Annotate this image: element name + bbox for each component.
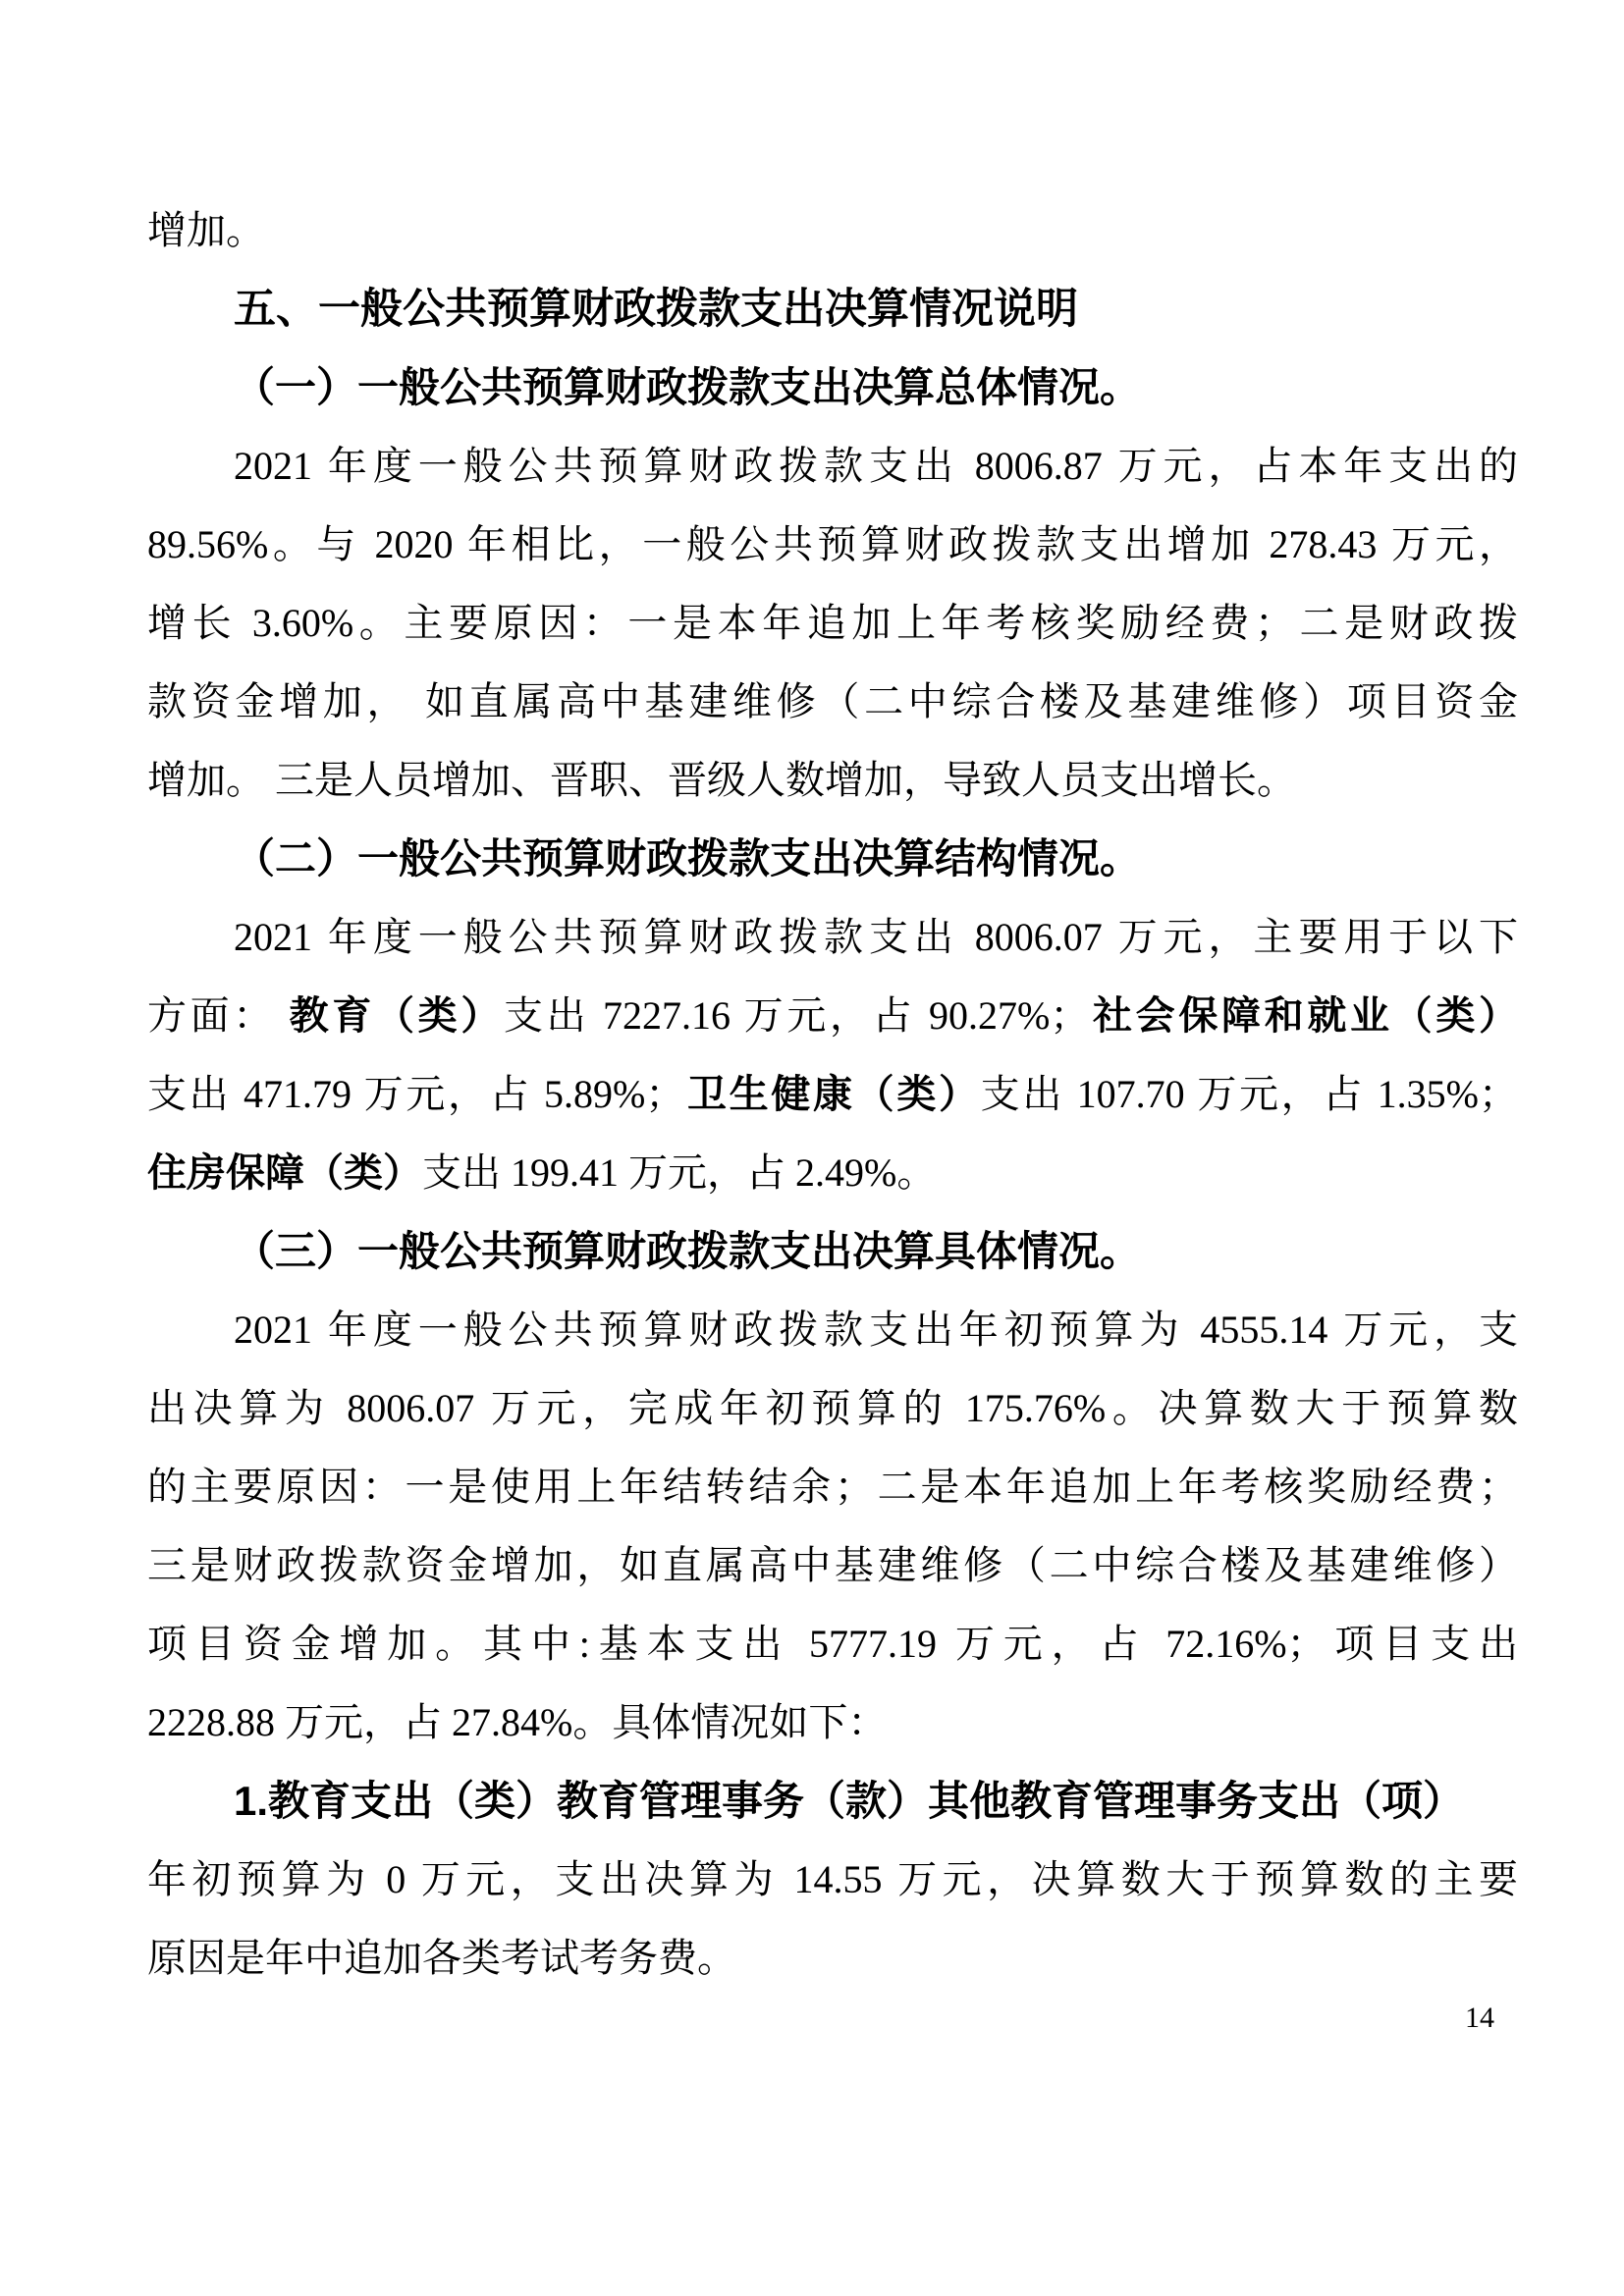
bold-text-segment: （三）一般公共预算财政拨款支出决算具体情况。	[234, 1228, 1142, 1274]
text-segment: 的主要原因：一是使用上年结转结余；二是本年追加上年考核奖励经费；	[147, 1465, 1518, 1509]
heading-line	[147, 820, 1518, 898]
text-segment: 2021 年度一般公共预算财政拨款支出 8006.87 万元，占本年支出的	[234, 444, 1518, 488]
text-line	[147, 584, 1518, 663]
text-line	[147, 1919, 1518, 1998]
text-segment: 方面：	[147, 993, 290, 1038]
text-line	[147, 741, 1518, 820]
text-line	[147, 191, 1518, 270]
text-line	[147, 1841, 1518, 1919]
text-segment: 支出 471.79 万元，占 5.89%；	[147, 1072, 685, 1116]
text-line	[147, 1683, 1518, 1762]
text-line	[147, 506, 1518, 584]
text-segment: 原因是年中追加各类考试考务费。	[147, 1936, 736, 1980]
bold-text-segment: 1.教育支出（类）教育管理事务（款）其他教育管理事务支出（项）	[234, 1778, 1465, 1824]
text-segment: 89.56%。与 2020 年相比，一般公共预算财政拨款支出增加 278.43 万元，	[147, 522, 1518, 566]
text-segment: 年初预算为 0 万元，支出决算为 14.55 万元，决算数大于预算数的主要	[147, 1857, 1518, 1901]
text-line	[147, 1369, 1518, 1448]
text-line	[147, 427, 1518, 506]
bold-text-segment: 五、一般公共预算财政拨款支出决算情况说明	[234, 286, 1078, 333]
heading-line	[147, 270, 1518, 348]
text-segment: 支出 107.70 万元，占 1.35%；	[980, 1072, 1518, 1116]
text-line	[147, 663, 1518, 741]
text-segment: 2228.88 万元，占 27.84%。具体情况如下：	[147, 1700, 888, 1744]
text-segment: 增长 3.60%。主要原因：一是本年追加上年考核奖励经费；二是财政拨	[147, 601, 1518, 645]
text-segment: 项目资金增加。其中:基本支出 5777.19 万元，占 72.16%；项目支出	[147, 1622, 1518, 1666]
text-line	[147, 1055, 1518, 1134]
text-line	[147, 1526, 1518, 1605]
text-segment: 增加。 三是人员增加、晋职、晋级人数增加，导致人员支出增长。	[147, 758, 1296, 802]
heading-line	[147, 1212, 1518, 1291]
text-line	[147, 898, 1518, 977]
text-segment: 支出 199.41 万元，占 2.49%。	[422, 1150, 937, 1195]
text-line	[147, 1291, 1518, 1369]
bold-text-segment: （一）一般公共预算财政拨款支出决算总体情况。	[234, 364, 1142, 410]
text-segment: 2021 年度一般公共预算财政拨款支出年初预算为 4555.14 万元，支	[234, 1308, 1518, 1352]
text-segment: 三是财政拨款资金增加，如直属高中基建维修（二中综合楼及基建维修）	[147, 1543, 1518, 1587]
bold-text-segment: 社会保障和就业（类）	[1089, 994, 1519, 1038]
bold-text-segment: 教育（类）	[289, 994, 505, 1038]
text-line	[147, 1134, 1518, 1212]
text-line	[147, 1448, 1518, 1526]
bold-text-segment: （二）一般公共预算财政拨款支出决算结构情况。	[234, 835, 1142, 881]
heading-line	[147, 348, 1518, 427]
bold-text-segment: 卫生健康（类）	[684, 1073, 981, 1116]
text-segment: 出决算为 8006.07 万元，完成年初预算的 175.76%。决算数大于预算数	[147, 1386, 1518, 1430]
page-number: 14	[1465, 2002, 1494, 2034]
text-line	[147, 1605, 1518, 1683]
document-body	[147, 191, 1518, 1998]
text-segment: 款资金增加， 如直属高中基建维修（二中综合楼及基建维修）项目资金	[147, 679, 1518, 723]
text-line	[147, 977, 1518, 1055]
text-segment: 增加。	[147, 208, 265, 252]
text-segment: 2021 年度一般公共预算财政拨款支出 8006.07 万元，主要用于以下	[234, 915, 1518, 959]
heading-line	[147, 1762, 1518, 1841]
bold-text-segment: 住房保障（类）	[147, 1151, 422, 1195]
text-segment: 支出 7227.16 万元，占 90.27%；	[504, 993, 1090, 1038]
